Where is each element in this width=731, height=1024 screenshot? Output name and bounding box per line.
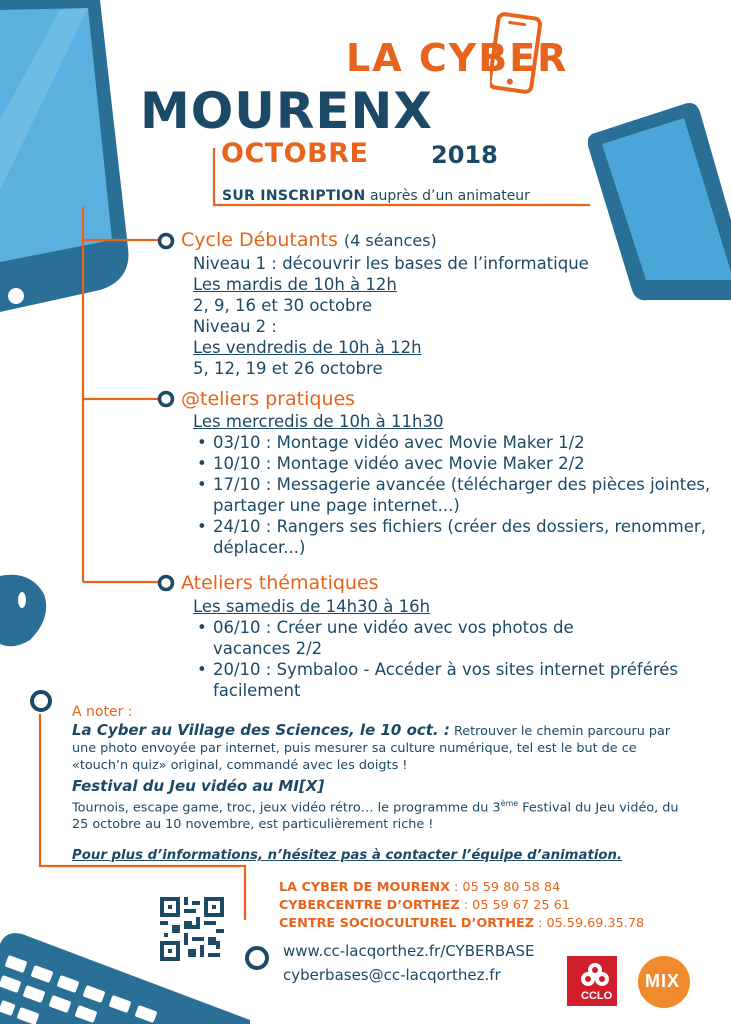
mix-logo-text: MIX — [645, 971, 681, 991]
qr-code — [160, 897, 224, 961]
note-festival-title: Festival du Jeu vidéo au MI[X] — [72, 777, 325, 795]
section-title-ateliers: @teliers pratiques — [181, 388, 356, 410]
level-1-schedule: Les mardis de 10h à 12h — [193, 275, 397, 294]
section-title-cycle — [181, 229, 437, 251]
level-1-description: Niveau 1 : découvrir les bases de l’informatique — [193, 254, 589, 273]
contact-invitation: Pour plus d’informations, n’hésitez pas à contacter l’équipe d’animation. — [72, 848, 623, 863]
contact-phone: : 05.59.69.35.78 — [534, 916, 645, 931]
note-village-text: Retrouver le chemin parcouru par une photo envoyée par internet, puis mesurer sa culture numérique, tel est le but de ce «touch’n quiz» original, commandé avec les doigts ! — [72, 724, 671, 773]
list-item: • 17/10 : Messagerie avancée (télécharger des pièces jointes, partager une page internet...) — [193, 474, 713, 516]
contact-name: LA CYBER DE MOURENX — [279, 880, 450, 895]
note-festival-text-a: Tournois, escape game, troc, jeux vidéo rétro… le programme du 3 — [72, 800, 501, 816]
cclo-logo-mark — [567, 956, 617, 994]
list-item: • 03/10 : Montage vidéo avec Movie Maker 1/2 — [193, 432, 713, 453]
contact-phone: : 05 59 80 58 84 — [449, 880, 561, 895]
contact-centre-socioculturel — [279, 916, 644, 931]
contact-name: CYBERCENTRE D’ORTHEZ — [279, 898, 460, 913]
level-2-dates: 5, 12, 19 et 26 octobre — [193, 359, 383, 378]
email-link[interactable]: cyberbases@cc-lacqorthez.fr — [283, 966, 501, 984]
contact-cyber-mourenx — [279, 880, 560, 895]
contact-name: CENTRE SOCIOCULTUREL D’ORTHEZ — [279, 916, 534, 931]
level-2-description: Niveau 2 : — [193, 317, 277, 336]
list-item: • 24/10 : Rangers ses fichiers (créer des dossiers, renommer, déplacer...) — [193, 516, 713, 558]
cycle-content — [193, 253, 589, 379]
mix-logo — [638, 956, 690, 1008]
note-festival-text-b: Festival du Jeu vidéo, du 25 octobre au 10 novembre, est particulièrement riche ! — [72, 800, 679, 833]
cclo-logo-text: CCLO — [581, 990, 613, 1002]
ateliers-list — [193, 432, 713, 558]
inscription-rest: auprès d’un animateur — [369, 188, 530, 204]
cycle-title-text: Cycle Débutants — [181, 229, 338, 251]
contact-cybercentre-orthez — [279, 898, 570, 913]
note-festival — [72, 778, 692, 833]
cycle-sessions: (4 séances) — [343, 231, 437, 250]
note-label: A noter : — [72, 704, 133, 720]
note-village-sciences — [72, 722, 692, 774]
contact-phone: : 05 59 67 25 61 — [459, 898, 570, 913]
title-mourenx: MOURENX — [140, 82, 433, 140]
list-item: • 20/10 : Symbaloo - Accéder à vos sites internet préférés facilement — [193, 659, 683, 701]
inscription-note — [222, 188, 530, 204]
inscription-bold: SUR INSCRIPTION — [222, 188, 366, 204]
cclo-logo — [567, 956, 617, 1006]
section-title-thematiques: Ateliers thématiques — [181, 572, 379, 594]
title-la-cyber: LA CYBER — [346, 36, 569, 80]
level-2-schedule: Les vendredis de 10h à 12h — [193, 338, 422, 357]
thematiques-list — [193, 617, 683, 701]
ateliers-schedule: Les mercredis de 10h à 11h30 — [193, 412, 444, 431]
thematiques-content — [193, 596, 683, 701]
note-village-title: La Cyber au Village des Sciences, le 10 oct. : — [72, 721, 450, 739]
title-year: 2018 — [431, 141, 498, 169]
list-item: • 06/10 : Créer une vidéo avec vos photos de vacances 2/2 — [193, 617, 613, 659]
ateliers-content — [193, 411, 713, 558]
title-month: OCTOBRE — [221, 138, 369, 169]
level-1-dates: 2, 9, 16 et 30 octobre — [193, 296, 373, 315]
thematiques-schedule: Les samedis de 14h30 à 16h — [193, 597, 431, 616]
note-festival-sup: ème — [500, 799, 519, 808]
website-link[interactable]: www.cc-lacqorthez.fr/CYBERBASE — [283, 942, 535, 960]
list-item: • 10/10 : Montage vidéo avec Movie Maker 2/2 — [193, 453, 713, 474]
